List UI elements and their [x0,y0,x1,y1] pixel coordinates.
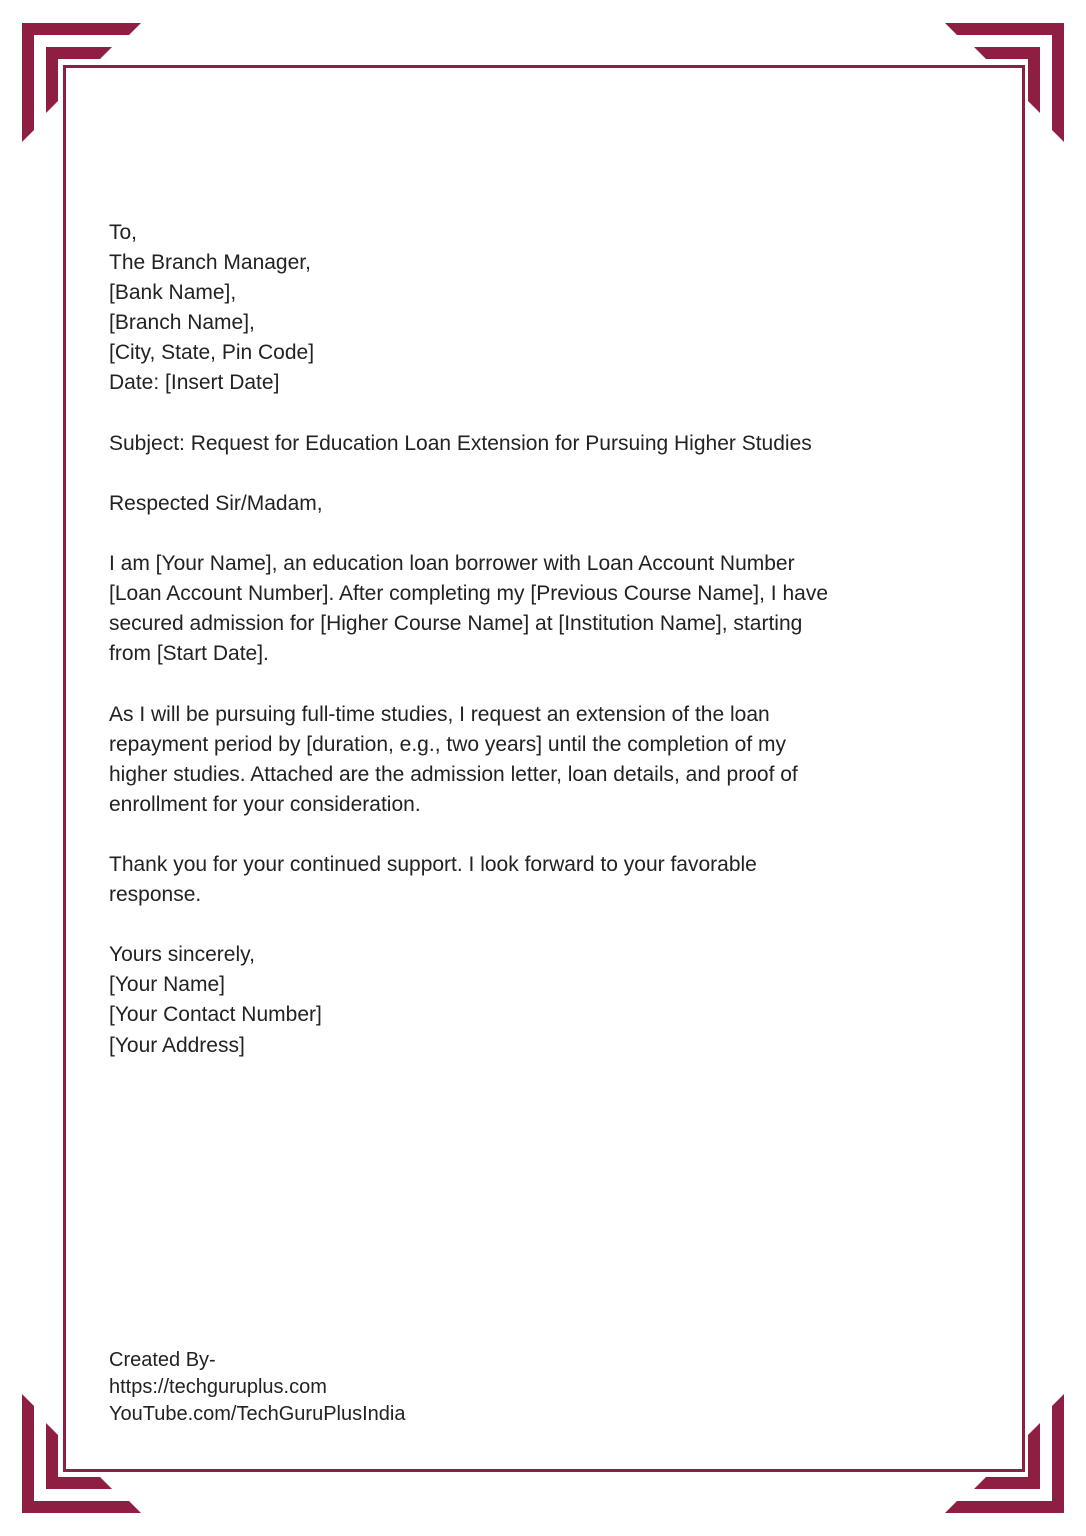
address-recipient: The Branch Manager, [109,251,311,275]
sender-contact: [Your Contact Number] [109,1003,322,1027]
created-by-label: Created By- [109,1349,216,1371]
address-to: To, [109,221,138,244]
salutation [109,489,989,519]
letter-date: Date: [Insert Date] [109,371,280,395]
paragraph-line: As I will be pursuing full-time studies, I request an extension of the loan [109,702,770,726]
paragraph-line: higher studies. Attached are the admission letter, loan details, and proof of [109,762,798,786]
paragraph-line: Thank you for your continued support. I look forward to your favorable [109,852,757,876]
youtube-link[interactable]: YouTube.com/TechGuruPlusIndia [109,1403,406,1425]
recipient-address-block [109,218,989,399]
address-branch: [Branch Name], [109,311,255,335]
website-link[interactable]: https://techguruplus.com [109,1376,327,1398]
sender-address: [Your Address] [109,1033,245,1057]
body-paragraph-3 [109,850,989,910]
subject-line [109,429,989,459]
paragraph-line: [Loan Account Number]. After completing my [Previous Course Name], I have [109,582,829,606]
paragraph-line: secured admission for [Higher Course Name] at [Institution Name], starting [109,612,803,636]
body-paragraph-1 [109,549,989,669]
body-paragraph-2 [109,700,989,820]
address-bank: [Bank Name], [109,281,237,305]
address-location: [City, State, Pin Code] [109,341,315,365]
paragraph-line: repayment period by [duration, e.g., two years] until the completion of my [109,732,787,756]
subject-text: Subject: Request for Education Loan Extension for Pursuing Higher Studies [109,431,812,455]
credits-footer [109,1347,609,1428]
closing-block [109,940,989,1060]
signoff: Yours sincerely, [109,943,255,967]
sender-name: [Your Name] [109,973,225,997]
paragraph-line: I am [Your Name], an education loan borrower with Loan Account Number [109,552,795,576]
letter-body [109,218,989,1091]
paragraph-line: enrollment for your consideration. [109,792,421,816]
paragraph-line: response. [109,883,202,907]
salutation-text: Respected Sir/Madam, [109,491,323,515]
paragraph-line: from [Start Date]. [109,642,269,666]
